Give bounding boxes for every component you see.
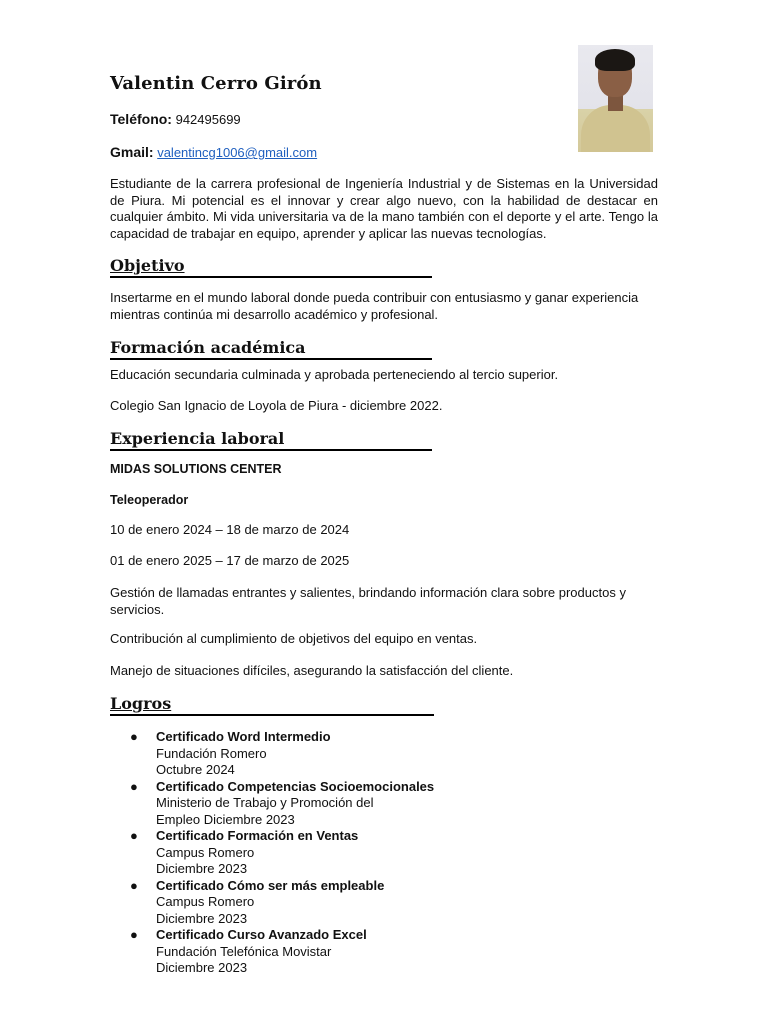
achievement-title: Certificado Competencias Socioemocionales [156,778,435,794]
bullet-icon: ● [130,729,138,744]
achievement-issuer: Fundación Telefónica Movistar [156,943,332,959]
bullet-icon: ● [130,778,138,794]
achievement-title: Certificado Word Intermedio [156,729,331,744]
experience-duty-3: Manejo de situaciones difíciles, asegurando la satisfacción del cliente. [110,663,514,678]
experience-company: MIDAS SOLUTIONS CENTER [110,462,282,476]
experience-duty-1: Gestión de llamadas entrantes y salientes, brindando información clara sobre productos y servicios. [110,585,626,617]
experience-role: Teleoperador [110,493,189,507]
achievement-issuer: Campus Romero [156,894,255,909]
achievement-date: Diciembre 2023 [156,960,248,975]
email-line [110,144,317,160]
phone-line [110,111,241,127]
email-label: Gmail: [110,144,154,160]
bullet-icon: ● [130,927,138,942]
achievement-issuer: Campus Romero [156,844,255,860]
achievements-list [110,729,610,977]
phone-number: 942495699 [175,112,241,127]
achievement-title: Certificado Formación en Ventas [156,828,359,843]
bullet-icon: ● [130,877,138,893]
list-item [110,927,610,977]
education-line-1: Educación secundaria culminada y aprobada perteneciendo al tercio superior. [110,367,559,382]
section-heading-experience: Experiencia laboral [110,429,432,451]
achievement-issuer: Ministerio de Trabajo y Promoción del [156,795,374,810]
profile-summary: Estudiante de la carrera profesional de Ingeniería Industrial y de Sistemas en la Universidad de Piura. Mi potencial es el innovar y crear algo nuevo, con la habilidad de destacar en cualquier ámbito. Mi vida universitaria va de la mano también con el deporte y el arte. Tengo la capacidad de trabajar en equipo, aprender y aplicar las nuevas tecnologías. [110,176,658,241]
list-item [110,828,610,878]
section-heading-objective: Objetivo [110,256,432,278]
experience-period-1: 10 de enero 2024 – 18 de marzo de 2024 [110,522,350,537]
phone-label: Teléfono: [110,111,172,127]
section-heading-achievements: Logros [110,694,434,716]
email-link[interactable]: valentincg1006@gmail.com [157,145,318,160]
education-line-2: Colegio San Ignacio de Loyola de Piura - diciembre 2022. [110,398,443,413]
achievement-date: Diciembre 2023 [156,861,248,876]
experience-period-2: 01 de enero 2025 – 17 de marzo de 2025 [110,553,350,568]
section-heading-education: Formación académica [110,338,432,360]
list-item [110,878,610,928]
profile-photo [578,45,653,152]
objective-text: Insertarme en el mundo laboral donde pueda contribuir con entusiasmo y ganar experiencia mientras continúa mi desarrollo académico y profesional. [110,290,639,322]
achievement-date: Octubre 2024 [156,762,235,777]
candidate-name: Valentin Cerro Girón [110,73,322,94]
list-item [110,729,610,779]
bullet-icon: ● [130,828,138,843]
achievement-issuer: Fundación Romero [156,745,267,761]
achievement-title: Certificado Cómo ser más empleable [156,877,385,893]
list-item [110,779,610,829]
achievement-title: Certificado Curso Avanzado Excel [156,927,367,942]
experience-duty-2: Contribución al cumplimiento de objetivos del equipo en ventas. [110,631,478,646]
achievement-date: Empleo Diciembre 2023 [156,811,295,827]
achievement-date: Diciembre 2023 [156,910,248,926]
